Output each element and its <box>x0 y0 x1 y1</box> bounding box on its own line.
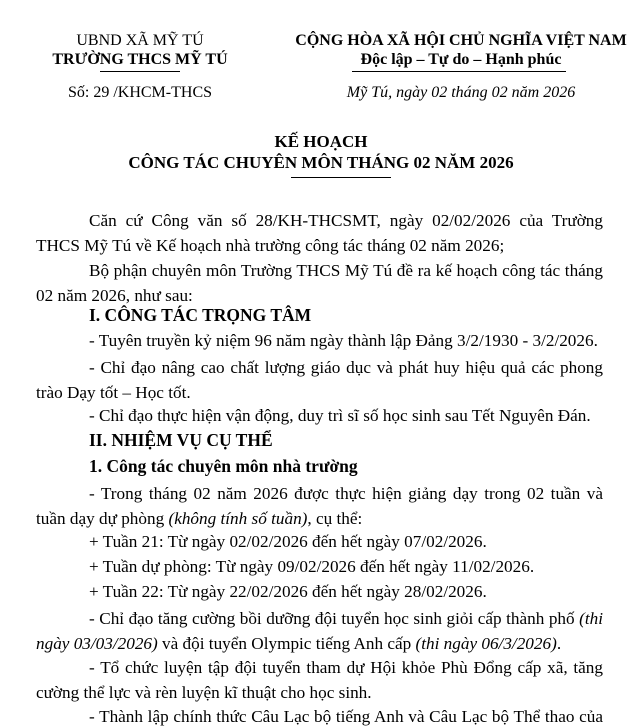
school-underline <box>100 71 180 72</box>
italic-note: ngày 03/03/2026) <box>36 634 158 653</box>
preamble-1-line-1: Căn cứ Công văn số 28/KH-THCSMT, ngày 02/02/2026 của Trường <box>89 211 603 230</box>
italic-note: (thi ngày 06/3/2026) <box>415 634 557 653</box>
week-item: + Tuần 21: Từ ngày 02/02/2026 đến hết ngày 07/02/2026. <box>89 532 487 551</box>
national-motto: Độc lập – Tự do – Hạnh phúc <box>360 51 562 68</box>
italic-note: (không tính số tuần) <box>168 509 308 528</box>
section-1-item-2-line-1: - Chỉ đạo nâng cao chất lượng giáo dục và phát huy hiệu quả các phong <box>89 358 603 377</box>
text-run: . <box>556 634 562 653</box>
section-1-item-3: - Chỉ đạo thực hiện vận động, duy trì sĩ số học sinh sau Tết Nguyên Đán. <box>89 406 591 425</box>
sports-line-2: cường thể lực và rèn luyện kĩ thuật cho học sinh. <box>36 683 372 702</box>
text-run: - Chỉ đạo tăng cường bồi dưỡng đội tuyển học sinh giỏi cấp thành phố <box>89 609 580 628</box>
section-1-item-2 <box>36 357 603 404</box>
section-2-heading: II. NHIỆM VỤ CỤ THỂ <box>89 430 273 450</box>
clubs-paragraph <box>36 706 603 728</box>
preamble-paragraph-2 <box>36 260 603 307</box>
italic-note: (thi <box>579 609 603 628</box>
sports-line-1: - Tổ chức luyện tập đội tuyển tham dự Hội khỏe Phù Đổng cấp xã, tăng <box>89 658 603 677</box>
teaching-weeks-line-1: - Trong tháng 02 năm 2026 được thực hiện giảng dạy trong 02 tuần và <box>89 484 603 503</box>
teaching-weeks-line-2 <box>36 508 603 530</box>
sports-training-paragraph <box>36 657 603 704</box>
clubs-line-1: - Thành lập chính thức Câu Lạc bộ tiếng Anh và Câu Lạc bộ Thể thao của <box>89 707 603 726</box>
teaching-weeks-paragraph <box>36 483 603 530</box>
document-title: KẾ HOẠCH <box>274 132 368 151</box>
preamble-1-line-2: THCS Mỹ Tú về Kế hoạch nhà trường công tác tháng 02 năm 2026; <box>36 236 505 255</box>
place-date: Mỹ Tú, ngày 02 tháng 02 năm 2026 <box>346 84 576 101</box>
document-number: Số: 29 /KHCM-THCS <box>67 84 213 101</box>
document-subtitle: CÔNG TÁC CHUYÊN MÔN THÁNG 02 NĂM 2026 <box>128 153 514 172</box>
preamble-2-line-1: Bộ phận chuyên môn Trường THCS Mỹ Tú đề ra kế hoạch công tác tháng <box>89 261 603 280</box>
motto-underline <box>352 71 566 72</box>
week-item: + Tuần dự phòng: Từ ngày 09/02/2026 đến hết ngày 11/02/2026. <box>89 557 535 576</box>
nation-title: CỘNG HÒA XÃ HỘI CHỦ NGHĨA VIỆT NAM <box>295 32 627 49</box>
text-run: và đội tuyển Olympic tiếng Anh cấp <box>157 634 416 653</box>
competition-line-1 <box>36 608 603 630</box>
section-1-item-2-line-2: trào Dạy tốt – Học tốt. <box>36 383 191 402</box>
competition-training-paragraph <box>36 608 603 655</box>
text-run: tuần dạy dự phòng <box>36 509 169 528</box>
section-1-item-1: - Tuyên truyền kỷ niệm 96 năm ngày thành lập Đảng 3/2/1930 - 3/2/2026. <box>89 331 598 350</box>
subsection-1-heading: 1. Công tác chuyên môn nhà trường <box>89 456 358 476</box>
school-name: TRƯỜNG THCS MỸ TÚ <box>52 51 228 68</box>
preamble-2-line-2: 02 năm 2026, như sau: <box>36 286 193 305</box>
text-run: , cụ thể: <box>307 509 363 528</box>
week-item: + Tuần 22: Từ ngày 22/02/2026 đến hết ngày 28/02/2026. <box>89 582 487 601</box>
section-1-heading: I. CÔNG TÁC TRỌNG TÂM <box>89 305 312 325</box>
competition-line-2 <box>36 633 603 655</box>
authority-name: UBND XÃ MỸ TÚ <box>76 32 204 49</box>
preamble-paragraph-1 <box>36 210 603 257</box>
title-underline <box>291 177 391 178</box>
